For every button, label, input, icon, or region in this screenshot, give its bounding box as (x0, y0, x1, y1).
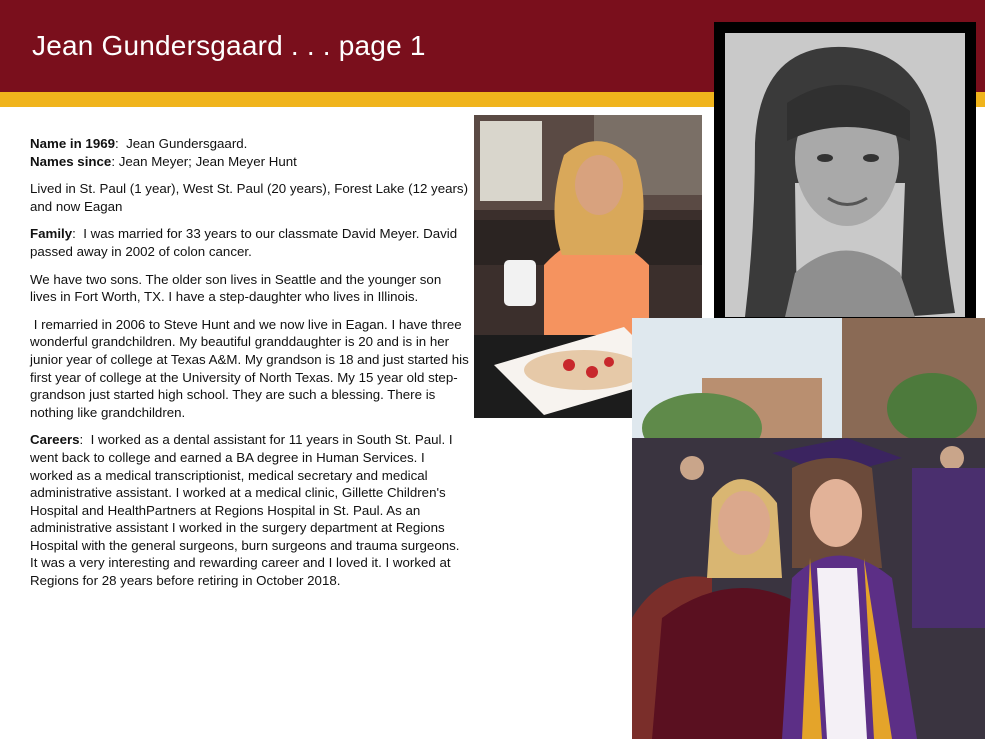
family-paragraph: Family: I was married for 33 years to our classmate David Meyer. David passed away in 2002 of colon cancer. (30, 226, 458, 259)
name-1969-value: Jean Gundersgaard. (126, 136, 248, 151)
names-since-label: Names since (30, 153, 112, 169)
remarried-paragraph (30, 316, 470, 422)
careers-paragraph: Careers: I worked as a dental assistant for 11 years in South St. Paul. I went back to college and earned a BA degree in Human Services. I worked as a medical transcriptionist, medical secretary and medical administrative assistant. I worked at a medical clinic, Gillette Children's Hospital and HealthPartners at Regions Hospital in St. Paul. As an administrative assistant I worked in the surgery department at Regions Hospital with the general surgeons, burn surgeons and trauma surgeons. It was a very interesting and rewarding career and I loved it. I worked at Regions for 28 years before retiring in October 2018. (30, 432, 460, 589)
lived-paragraph: Lived in St. Paul (1 year), West St. Paul (20 years), Forest Lake (12 years) and now Eagan (30, 181, 468, 214)
page-title: Jean Gundersgaard . . . page 1 (32, 30, 426, 61)
yearbook-portrait-photo (725, 33, 965, 317)
portrait-frame (714, 22, 976, 328)
family-label: Family (30, 226, 73, 242)
bio-text (30, 135, 470, 600)
names-since-value: Jean Meyer; Jean Meyer Hunt (118, 153, 297, 169)
family-text: I was married for 33 years to our classmate David Meyer. David passed away in 2002 of colon cancer. (30, 226, 458, 259)
careers-label: Careers (30, 432, 80, 448)
careers-text: I worked as a dental assistant for 11 years in South St. Paul. I went back to college and earned a BA degree in Human Services. I worked as a medical transcriptionist, medical secretary and medical administrative assistant. I worked at a medical clinic, Gillette Children's Hospital and HealthPartners at Regions Hospital in St. Paul. As an administrative assistant I worked in the surgery department at Regions Hospital with the general surgeons, burn surgeons and trauma surgeons. It was a very interesting and rewarding career and I loved it. I worked at Regions for 28 years before retiring in October 2018. (30, 432, 460, 589)
graduation-photo (632, 318, 985, 739)
sons-paragraph: We have two sons. The older son lives in Seattle and the younger son lives in Fort Worth, TX. I have a step-daughter who lives in Illinois. (30, 271, 442, 305)
remarried-text: I remarried in 2006 to Steve Hunt and we now live in Eagan. I have three wonderful grandchildren. My beautiful granddaughter is 20 and is in her junior year of college at Texas A&M. My grandson is 18 and just started his first year of college at the University of North Texas. My 15 year old step-grandson just started high school. They are such a blessing. There is nothing like grandchildren. (30, 316, 469, 420)
name-paragraph: Name in 1969: Jean Gundersgaard. Names since: Jean Meyer; Jean Meyer Hunt (30, 136, 297, 169)
name-1969-label: Name in 1969 (30, 136, 116, 151)
